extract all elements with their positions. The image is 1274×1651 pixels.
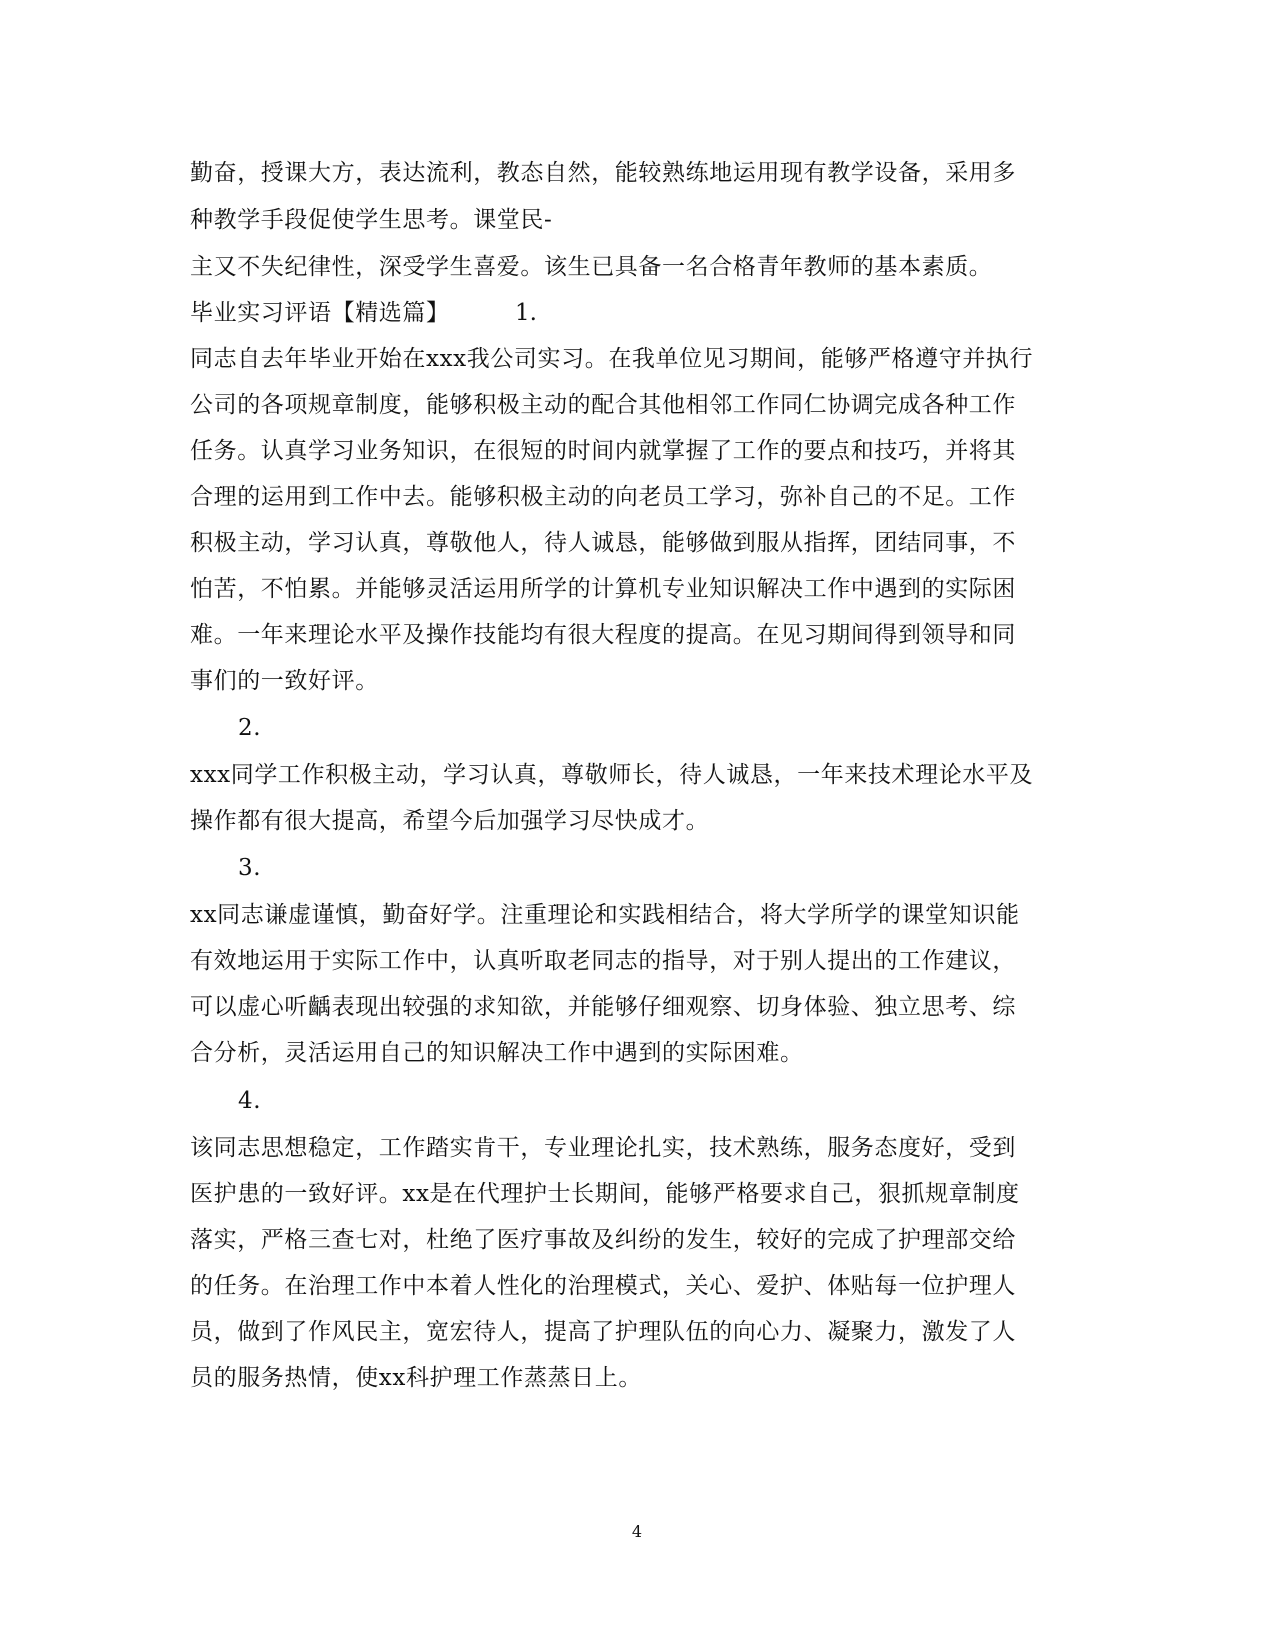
paragraph-line: 事们的一致好评。 — [190, 668, 379, 694]
item-number: 2. — [238, 715, 262, 741]
intro-line: 勤奋，授课大方，表达流利，教态自然，能较熟练地运用现有教学设备，采用多 — [190, 160, 1016, 186]
paragraph-line: xx同志谦虚谨慎，勤奋好学。注重理论和实践相结合，将大学所学的课堂知识能 — [190, 902, 1020, 928]
paragraph-line: 难。一年来理论水平及操作技能均有很大程度的提高。在见习期间得到领导和同 — [190, 622, 1016, 648]
paragraph-line: 积极主动，学习认真，尊敬他人，待人诚恳，能够做到服从指挥，团结同事，不 — [190, 530, 1016, 556]
paragraph-line: 有效地运用于实际工作中，认真听取老同志的指导，对于别人提出的工作建议， — [190, 948, 1016, 974]
page-number: 4 — [631, 1522, 643, 1541]
paragraph-line: 合理的运用到工作中去。能够积极主动的向老员工学习，弥补自己的不足。工作 — [190, 484, 1016, 510]
item-number: 4. — [238, 1088, 262, 1114]
paragraph-line: 合分析，灵活运用自己的知识解决工作中遇到的实际困难。 — [190, 1040, 804, 1066]
paragraph-line: 医护患的一致好评。xx是在代理护士长期间，能够严格要求自己，狠抓规章制度 — [190, 1181, 1020, 1207]
paragraph-line: 的任务。在治理工作中本着人性化的治理模式，关心、爱护、体贴每一位护理人 — [190, 1273, 1016, 1299]
item-number: 3. — [238, 855, 262, 881]
paragraph-line: 该同志思想稳定，工作踏实肯干，专业理论扎实，技术熟练，服务态度好，受到 — [190, 1135, 1016, 1161]
paragraph-line: xxx同学工作积极主动，学习认真，尊敬师长，待人诚恳，一年来技术理论水平及 — [190, 762, 1034, 788]
paragraph-line: 落实，严格三查七对，杜绝了医疗事故及纠纷的发生，较好的完成了护理部交给 — [190, 1227, 1016, 1253]
paragraph-line: 公司的各项规章制度，能够积极主动的配合其他相邻工作同仁协调完成各种工作 — [190, 392, 1016, 418]
paragraph-line: 怕苦，不怕累。并能够灵活运用所学的计算机专业知识解决工作中遇到的实际困 — [190, 576, 1016, 602]
paragraph-line: 可以虚心听齲表现出较强的求知欲，并能够仔细观察、切身体验、独立思考、综 — [190, 994, 1016, 1020]
paragraph-line: 员，做到了作风民主，宽宏待人，提高了护理队伍的向心力、凝聚力，激发了人 — [190, 1319, 1016, 1345]
paragraph-line: 操作都有很大提高，希望今后加强学习尽快成才。 — [190, 808, 710, 834]
paragraph-line: 任务。认真学习业务知识，在很短的时间内就掌握了工作的要点和技巧，并将其 — [190, 438, 1016, 464]
section-title: 毕业实习评语【精选篇】 — [190, 300, 450, 326]
intro-line: 主又不失纪律性，深受学生喜爱。该生已具备一名合格青年教师的基本素质。 — [190, 254, 993, 280]
paragraph-line: 同志自去年毕业开始在xxx我公司实习。在我单位见习期间，能够严格遵守并执行 — [190, 346, 1034, 372]
paragraph-line: 员的服务热情，使xx科护理工作蒸蒸日上。 — [190, 1365, 642, 1391]
intro-line: 种教学手段促使学生思考。课堂民- — [190, 207, 553, 233]
item-number: 1. — [515, 300, 537, 326]
